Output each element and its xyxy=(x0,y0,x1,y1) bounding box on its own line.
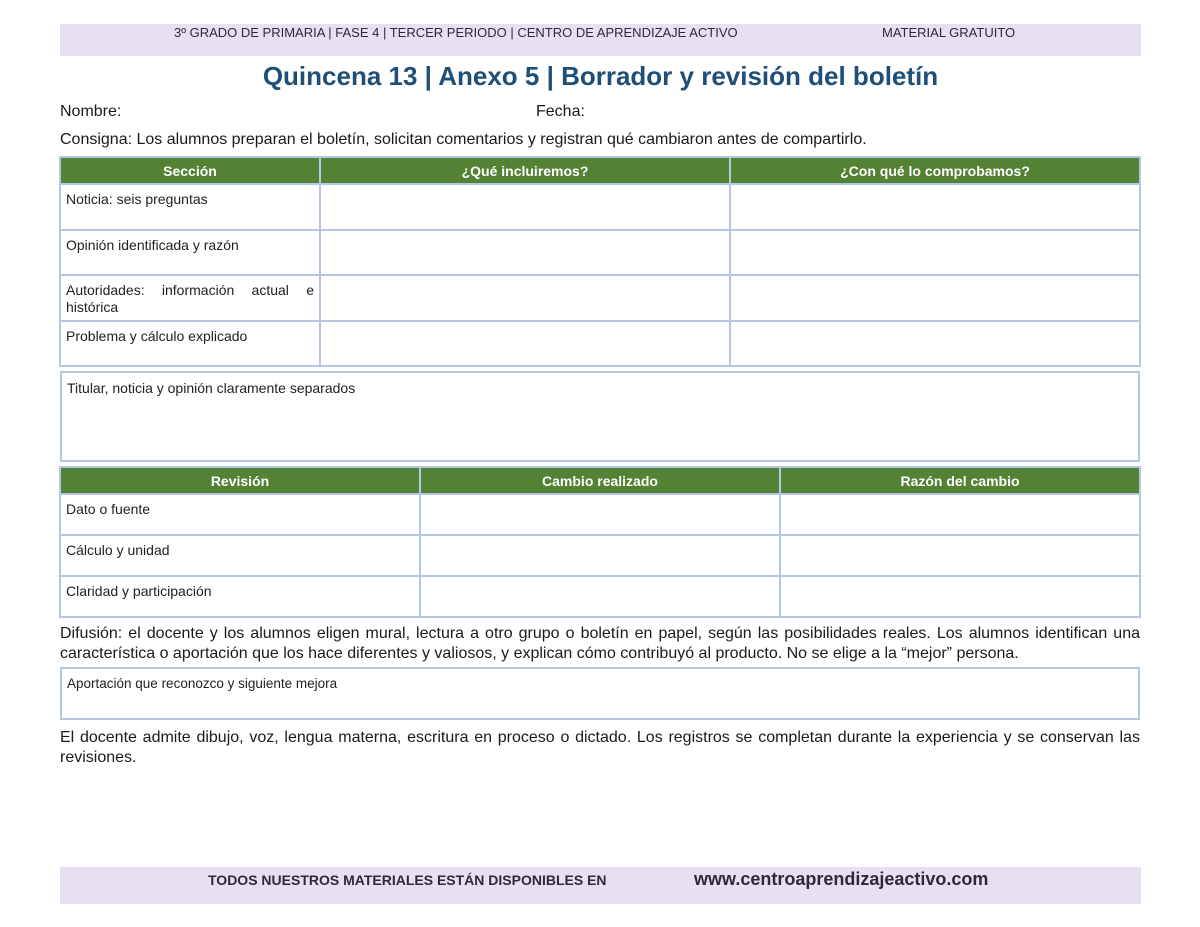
col-header-revision: Revisión xyxy=(60,467,420,494)
titular-box[interactable] xyxy=(60,371,1140,462)
footer-website-link[interactable]: www.centroaprendizajeactivo.com xyxy=(694,869,989,889)
row-label: Opinión identificada y razón xyxy=(60,230,320,275)
answer-cell[interactable] xyxy=(320,321,730,366)
header-grade-info: 3º GRADO DE PRIMARIA | FASE 4 | TERCER PERIODO | CENTRO DE APRENDIZAJE ACTIVO xyxy=(174,25,738,40)
answer-cell[interactable] xyxy=(730,184,1140,230)
answer-cell[interactable] xyxy=(730,321,1140,366)
nota-text: El docente admite dibujo, voz, lengua materna, escritura en proceso o dictado. Los registros se completan durante la experiencia y se conservan las revisiones. xyxy=(60,729,1140,766)
answer-cell[interactable] xyxy=(780,576,1140,617)
revision-table xyxy=(59,466,1141,618)
row-label: Noticia: seis preguntas xyxy=(60,184,320,230)
difusion-text: Difusión: el docente y los alumnos eligen mural, lectura a otro grupo o boletín en papel, según las posibilidades reales. Los alumnos identifican una característica o aportación que los hace diferentes y valiosos, y explican cómo contribuyó al producto. No se elige a la “mejor” persona. xyxy=(60,625,1140,662)
answer-cell[interactable] xyxy=(420,535,780,576)
footer-bar xyxy=(60,867,1141,904)
col-header-cambio: Cambio realizado xyxy=(420,467,780,494)
revision-table-header xyxy=(60,467,1140,494)
consigna-text: Consigna: Los alumnos preparan el boletín, solicitan comentarios y registran qué cambiaron antes de compartirlo. xyxy=(60,131,867,148)
row-label: Dato o fuente xyxy=(60,494,420,535)
answer-cell[interactable] xyxy=(420,576,780,617)
planning-table-header xyxy=(60,157,1140,184)
header-bar xyxy=(60,24,1141,56)
header-free-material: MATERIAL GRATUITO xyxy=(882,25,1016,40)
table-row xyxy=(60,184,1140,230)
planning-table xyxy=(59,156,1141,367)
row-label: Problema y cálculo explicado xyxy=(60,321,320,366)
aportacion-box-label: Aportación que reconozco y siguiente mejora xyxy=(67,676,338,691)
answer-cell[interactable] xyxy=(780,494,1140,535)
table-row xyxy=(60,494,1140,535)
table-row xyxy=(60,535,1140,576)
row-label: Autoridades: información actual e histórica xyxy=(60,275,320,321)
col-header-comprobamos: ¿Con qué lo comprobamos? xyxy=(730,157,1140,184)
answer-cell[interactable] xyxy=(320,184,730,230)
row-label: Claridad y participación xyxy=(60,576,420,617)
table-row xyxy=(60,321,1140,366)
footer-available-text: TODOS NUESTROS MATERIALES ESTÁN DISPONIBLES EN xyxy=(208,872,607,888)
aportacion-box[interactable] xyxy=(60,667,1140,720)
answer-cell[interactable] xyxy=(730,275,1140,321)
fecha-label: Fecha: xyxy=(536,103,585,120)
col-header-razon: Razón del cambio xyxy=(780,467,1140,494)
col-header-incluiremos: ¿Qué incluiremos? xyxy=(320,157,730,184)
page-title: Quincena 13 | Anexo 5 | Borrador y revisión del boletín xyxy=(262,61,939,91)
answer-cell[interactable] xyxy=(730,230,1140,275)
table-row xyxy=(60,275,1140,321)
answer-cell[interactable] xyxy=(320,230,730,275)
answer-cell[interactable] xyxy=(320,275,730,321)
answer-cell[interactable] xyxy=(780,535,1140,576)
nombre-label: Nombre: xyxy=(60,103,122,120)
table-row xyxy=(60,576,1140,617)
table-row xyxy=(60,230,1140,275)
col-header-seccion: Sección xyxy=(60,157,320,184)
titular-box-label: Titular, noticia y opinión claramente separados xyxy=(67,380,356,396)
row-label: Cálculo y unidad xyxy=(60,535,420,576)
answer-cell[interactable] xyxy=(420,494,780,535)
